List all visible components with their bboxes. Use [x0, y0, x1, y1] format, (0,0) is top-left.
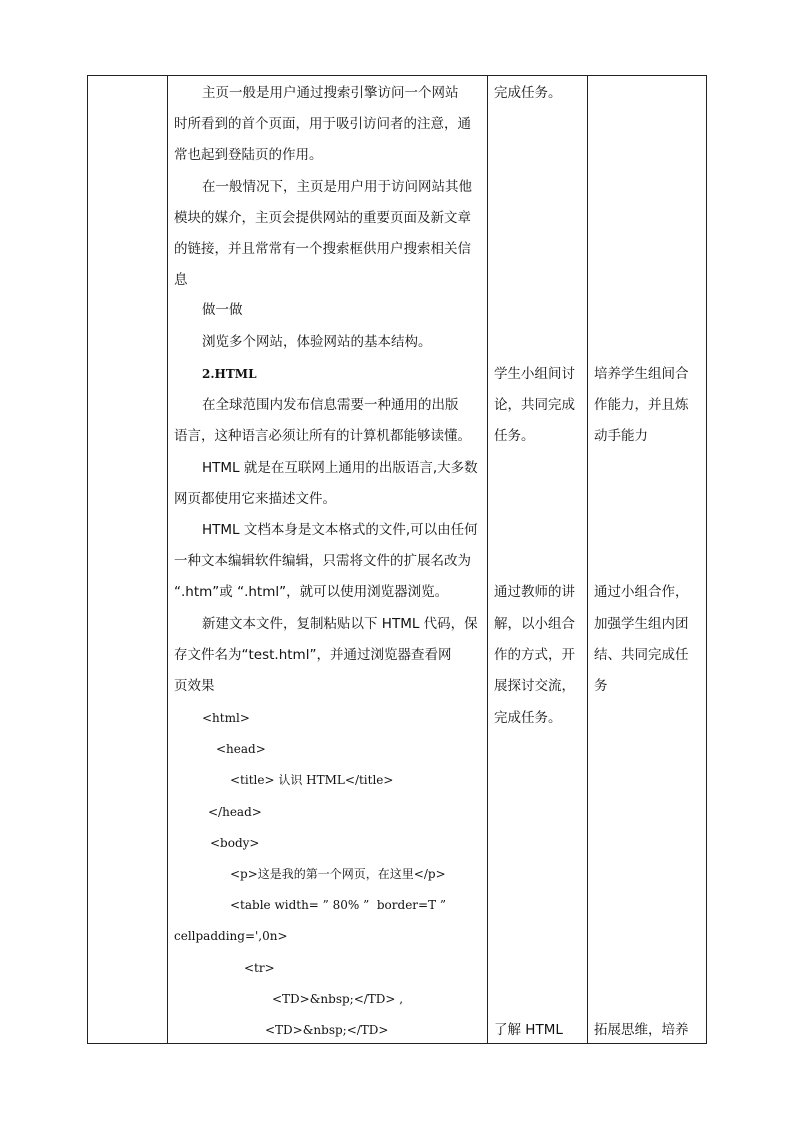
student-activity-line: 学生小组间讨	[494, 366, 575, 382]
student-activity-line: 论，共同完成	[494, 397, 575, 413]
content-line: 模块的媒介，主页会提供网站的重要页面及新文章	[174, 210, 471, 226]
code-line: </head>	[208, 805, 262, 819]
content-line: 在全球范围内发布信息需要一种通用的出版	[202, 397, 459, 413]
content-line: 主页一般是用户通过搜索引擎访问一个网站	[202, 85, 459, 101]
design-intent-line: 拓展思维，培养	[594, 1022, 689, 1038]
code-line: <tr>	[244, 961, 275, 975]
code-line: <table width= ” 80% ” border=T ”	[230, 898, 447, 912]
table-left-border	[87, 75, 88, 1043]
table-right-border	[706, 75, 707, 1043]
design-intent-line: 通过小组合作，	[594, 584, 689, 600]
content-line: 网页都使用它来描述文件。	[174, 491, 336, 507]
student-activity-line: 任务。	[494, 428, 535, 444]
content-line: HTML 就是在互联网上通用的出版语言,大多数	[202, 460, 478, 476]
table-top-border	[87, 75, 707, 76]
student-activity-line: 解，以小组合	[494, 616, 575, 632]
design-intent-line: 加强学生组内团	[594, 616, 689, 632]
code-line: <p>这是我的第一个网页，在这里</p>	[230, 867, 446, 881]
student-activity-line: 了解 HTML	[494, 1022, 563, 1038]
content-line: 页效果	[174, 678, 215, 694]
code-line: <body>	[210, 836, 260, 850]
column-divider-3	[587, 75, 588, 1043]
content-line: 语言，这种语言必须让所有的计算机都能够读懂。	[174, 428, 471, 444]
design-intent-line: 结、共同完成任	[594, 647, 689, 663]
table-bottom-border	[87, 1043, 707, 1044]
content-line: 常也起到登陆页的作用。	[174, 147, 323, 163]
design-intent-line: 培养学生组间合	[594, 366, 689, 382]
content-line: 存文件名为“test.html”，并通过浏览器查看网	[174, 647, 452, 663]
content-line: 浏览多个网站，体验网站的基本结构。	[202, 334, 432, 350]
student-activity-line: 作的方式，开	[494, 647, 575, 663]
content-line: 息	[174, 272, 188, 288]
content-line: 时所看到的首个页面，用于吸引访问者的注意，通	[174, 116, 471, 132]
student-activity-line: 展探讨交流，	[494, 678, 575, 694]
content-line: “.htm”或 “.html”，就可以使用浏览器浏览。	[174, 584, 449, 600]
student-activity-line: 通过教师的讲	[494, 584, 575, 600]
content-line: 的链接，并且常常有一个搜索框供用户搜索相关信	[174, 241, 471, 257]
student-activity-line: 完成任务。	[494, 85, 562, 101]
code-line: <TD>&nbsp;</TD> ,	[272, 992, 404, 1006]
code-line: <TD>&nbsp;</TD>	[265, 1023, 389, 1037]
column-divider-2	[487, 75, 488, 1043]
design-intent-line: 作能力，并且炼	[594, 397, 689, 413]
content-line: 在一般情况下，主页是用户用于访问网站其他	[202, 179, 472, 195]
code-line: <html>	[202, 711, 250, 725]
student-activity-line: 完成任务。	[494, 710, 562, 726]
content-line: HTML 文档本身是文本格式的文件,可以由任何	[202, 522, 478, 538]
code-line: cellpadding=',0n>	[174, 929, 288, 943]
activity-heading: 做一做	[202, 302, 243, 318]
code-line: <title> 认识 HTML</title>	[230, 773, 394, 787]
content-line: 一种文本编辑软件编辑，只需将文件的扩展名改为	[174, 553, 471, 569]
column-divider-1	[167, 75, 168, 1043]
design-intent-line: 务	[594, 678, 608, 694]
content-line: 新建文本文件，复制粘贴以下 HTML 代码，保	[202, 616, 478, 632]
design-intent-line: 动手能力	[594, 428, 648, 444]
code-line: <head>	[216, 742, 266, 756]
section-heading: 2.HTML	[202, 367, 257, 381]
